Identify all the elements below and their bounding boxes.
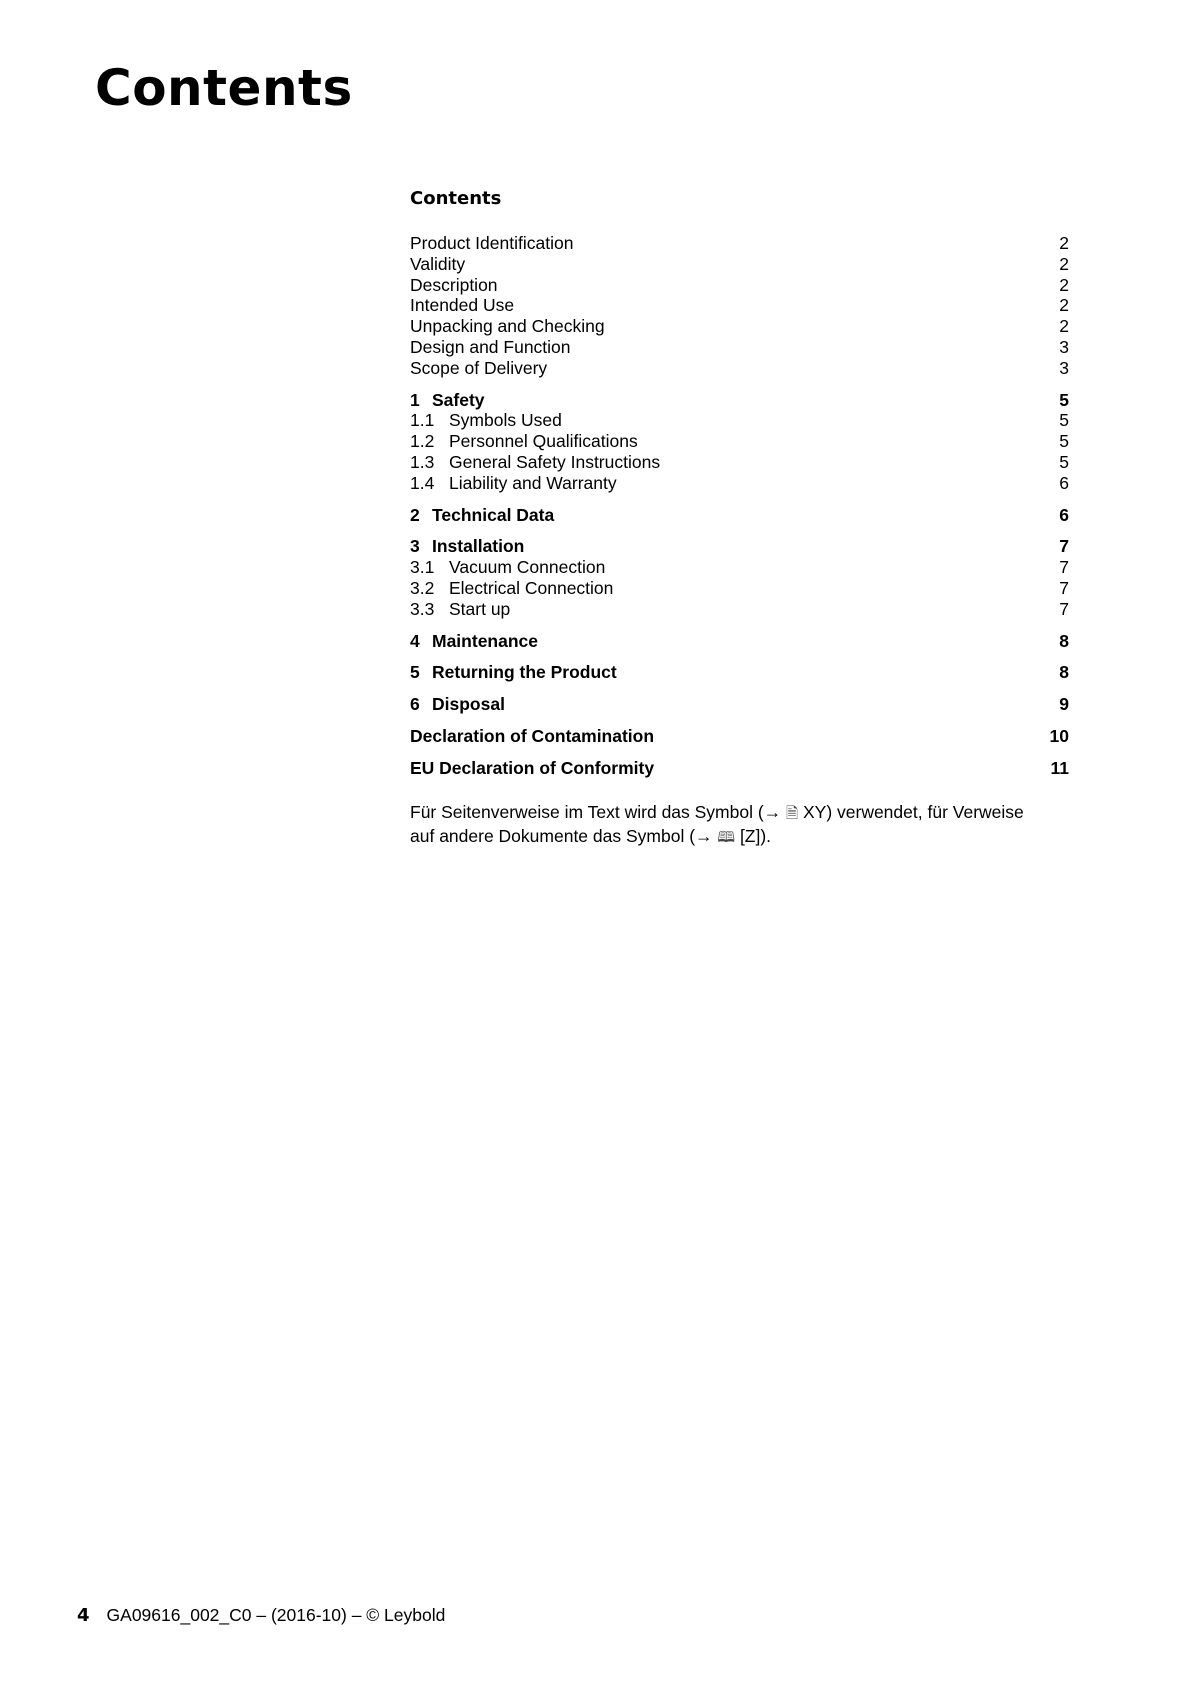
toc-entry-label: Unpacking and Checking xyxy=(410,316,605,337)
toc-entry-text xyxy=(410,631,538,652)
note-text-1a: Für Seitenverweise im Text wird das Symbol (→ xyxy=(410,801,787,822)
toc-entry[interactable] xyxy=(410,390,1069,411)
toc-entry-page: 7 xyxy=(1059,577,1069,598)
toc-title: Contents xyxy=(410,188,502,209)
toc-entry-label: Intended Use xyxy=(410,295,515,316)
toc-entry-text xyxy=(410,358,547,379)
toc-entry-page: 2 xyxy=(1059,233,1069,253)
toc-entry[interactable] xyxy=(410,505,1069,526)
document-icon: 🗎 xyxy=(786,804,799,822)
toc-entry-number: 1.3 xyxy=(410,451,435,472)
toc-entry[interactable] xyxy=(410,578,1069,599)
toc-entry-page: 7 xyxy=(1059,598,1069,619)
toc-entry-label: Disposal xyxy=(432,694,505,715)
toc-entry-label: Maintenance xyxy=(432,630,538,651)
toc-entry-number: 1 xyxy=(410,389,420,410)
toc-entry-label: Product Identification xyxy=(410,233,574,253)
toc-entry-page: 6 xyxy=(1059,472,1069,493)
toc-entry[interactable] xyxy=(410,758,1069,779)
toc-entry-label: Symbols Used xyxy=(449,410,562,431)
toc-group xyxy=(410,726,1069,747)
toc-entry-text xyxy=(410,295,514,316)
book-icon: 🕮 xyxy=(717,828,736,846)
toc-entry-label: Electrical Connection xyxy=(449,577,614,598)
toc-entry-label: General Safety Instructions xyxy=(449,451,661,472)
toc-entry-page: 7 xyxy=(1059,536,1069,557)
toc-entry-label: Declaration of Contamination xyxy=(410,725,655,746)
toc-entry-label: Validity xyxy=(410,253,466,274)
toc-entry-number: 1.1 xyxy=(410,410,435,431)
toc-group xyxy=(410,631,1069,652)
toc-entry-text xyxy=(410,337,571,358)
note-text-1b: XY) verwendet, für Verweise xyxy=(798,801,1024,822)
toc-entry-text xyxy=(410,452,660,473)
toc-entry-page: 5 xyxy=(1059,410,1069,431)
toc-entry-page: 9 xyxy=(1059,694,1069,715)
note-text-2b: [Z]). xyxy=(735,825,772,846)
toc-entry-page: 2 xyxy=(1059,274,1069,295)
toc-entry[interactable] xyxy=(410,631,1069,652)
toc-entry-page: 7 xyxy=(1059,557,1069,578)
toc-entry-label: Technical Data xyxy=(432,504,555,525)
toc-entry-page: 8 xyxy=(1059,630,1069,651)
toc-entry-text xyxy=(410,431,638,452)
toc-entry-page: 2 xyxy=(1059,253,1069,274)
toc-entry-number: 1.4 xyxy=(410,472,435,493)
toc-entry-text xyxy=(410,316,605,337)
toc-entry[interactable] xyxy=(410,337,1069,358)
toc-groups xyxy=(410,233,1069,779)
toc-entry-number: 4 xyxy=(410,630,420,651)
toc-entry-page: 8 xyxy=(1059,662,1069,683)
toc-entry[interactable] xyxy=(410,452,1069,473)
toc-entry[interactable] xyxy=(410,473,1069,494)
note-text-2a: auf andere Dokumente das Symbol (→ xyxy=(410,825,718,846)
toc-entry-text xyxy=(410,410,562,431)
toc-entry-page: 5 xyxy=(1059,431,1069,452)
toc-entry-number: 2 xyxy=(410,504,420,525)
toc-group xyxy=(410,662,1069,683)
toc-entry-label: Design and Function xyxy=(410,336,571,357)
toc-group xyxy=(410,694,1069,715)
toc-entry-text xyxy=(410,599,510,620)
toc-entry[interactable] xyxy=(410,694,1069,715)
toc-entry-label: Liability and Warranty xyxy=(449,472,617,493)
toc-entry-number: 1.2 xyxy=(410,431,435,452)
toc-entry-page: 10 xyxy=(1049,725,1069,746)
toc-group xyxy=(410,536,1069,619)
toc-entry-number: 3.1 xyxy=(410,557,435,578)
toc-entry-text xyxy=(410,505,554,526)
toc-entry-number: 3.3 xyxy=(410,598,435,619)
toc-entry-text xyxy=(410,390,485,411)
toc-group xyxy=(410,390,1069,494)
toc-group xyxy=(410,505,1069,526)
toc-entry-text xyxy=(410,578,613,599)
toc-entry-number: 3 xyxy=(410,536,420,557)
toc-entry[interactable] xyxy=(410,275,1069,296)
toc-entry-text xyxy=(410,557,605,578)
document-reference: GA09616_002_C0 – (2016-10) – © Leybold xyxy=(106,1605,446,1625)
toc-entry-label: Safety xyxy=(432,389,485,410)
toc-entry-label: Vacuum Connection xyxy=(449,557,606,578)
page-number: 4 xyxy=(77,1605,90,1626)
toc-group xyxy=(410,758,1069,779)
toc-entry[interactable] xyxy=(410,431,1069,452)
toc-entry-text xyxy=(410,473,617,494)
toc-entry-text xyxy=(410,275,498,296)
toc-entry-page: 6 xyxy=(1059,504,1069,525)
toc-entry-label: Personnel Qualifications xyxy=(449,431,638,452)
toc-entry-text xyxy=(410,726,654,747)
toc-entry-page: 3 xyxy=(1059,357,1069,378)
table-of-contents xyxy=(410,188,1069,849)
toc-entry[interactable] xyxy=(410,726,1069,747)
toc-entry[interactable] xyxy=(410,316,1069,337)
toc-entry[interactable] xyxy=(410,295,1069,316)
toc-entry[interactable] xyxy=(410,536,1069,557)
toc-entry-label: Scope of Delivery xyxy=(410,357,548,378)
toc-entry-number: 6 xyxy=(410,694,420,715)
toc-entry-label: Start up xyxy=(449,598,511,619)
toc-entry-text xyxy=(410,662,617,683)
toc-group xyxy=(410,233,1069,379)
toc-entry-number: 5 xyxy=(410,662,420,683)
toc-entry[interactable] xyxy=(410,358,1069,379)
toc-entry-label: EU Declaration of Conformity xyxy=(410,757,655,778)
toc-entry-page: 2 xyxy=(1059,316,1069,337)
toc-entry-page: 11 xyxy=(1050,757,1069,778)
toc-entry[interactable] xyxy=(410,233,1069,254)
toc-entry[interactable] xyxy=(410,254,1069,275)
toc-entry[interactable] xyxy=(410,557,1069,578)
toc-entry-page: 2 xyxy=(1059,295,1069,316)
toc-entry-text xyxy=(410,694,505,715)
toc-entry-page: 5 xyxy=(1059,451,1069,472)
toc-entry[interactable] xyxy=(410,662,1069,683)
page-heading: Contents xyxy=(95,59,353,117)
toc-entry-text xyxy=(410,536,524,557)
toc-entry-text xyxy=(410,254,465,275)
toc-entry[interactable] xyxy=(410,599,1069,620)
toc-entry-label: Returning the Product xyxy=(432,662,617,683)
toc-entry[interactable] xyxy=(410,410,1069,431)
toc-entry-page: 5 xyxy=(1059,389,1069,410)
toc-entry-text xyxy=(410,233,573,254)
toc-entry-number: 3.2 xyxy=(410,577,435,598)
page-footer xyxy=(77,1605,445,1626)
toc-entry-label: Installation xyxy=(432,536,525,557)
toc-entry-label: Description xyxy=(410,274,498,295)
toc-entry-text xyxy=(410,758,654,779)
toc-entry-page: 3 xyxy=(1059,336,1069,357)
reference-note xyxy=(410,801,1050,849)
